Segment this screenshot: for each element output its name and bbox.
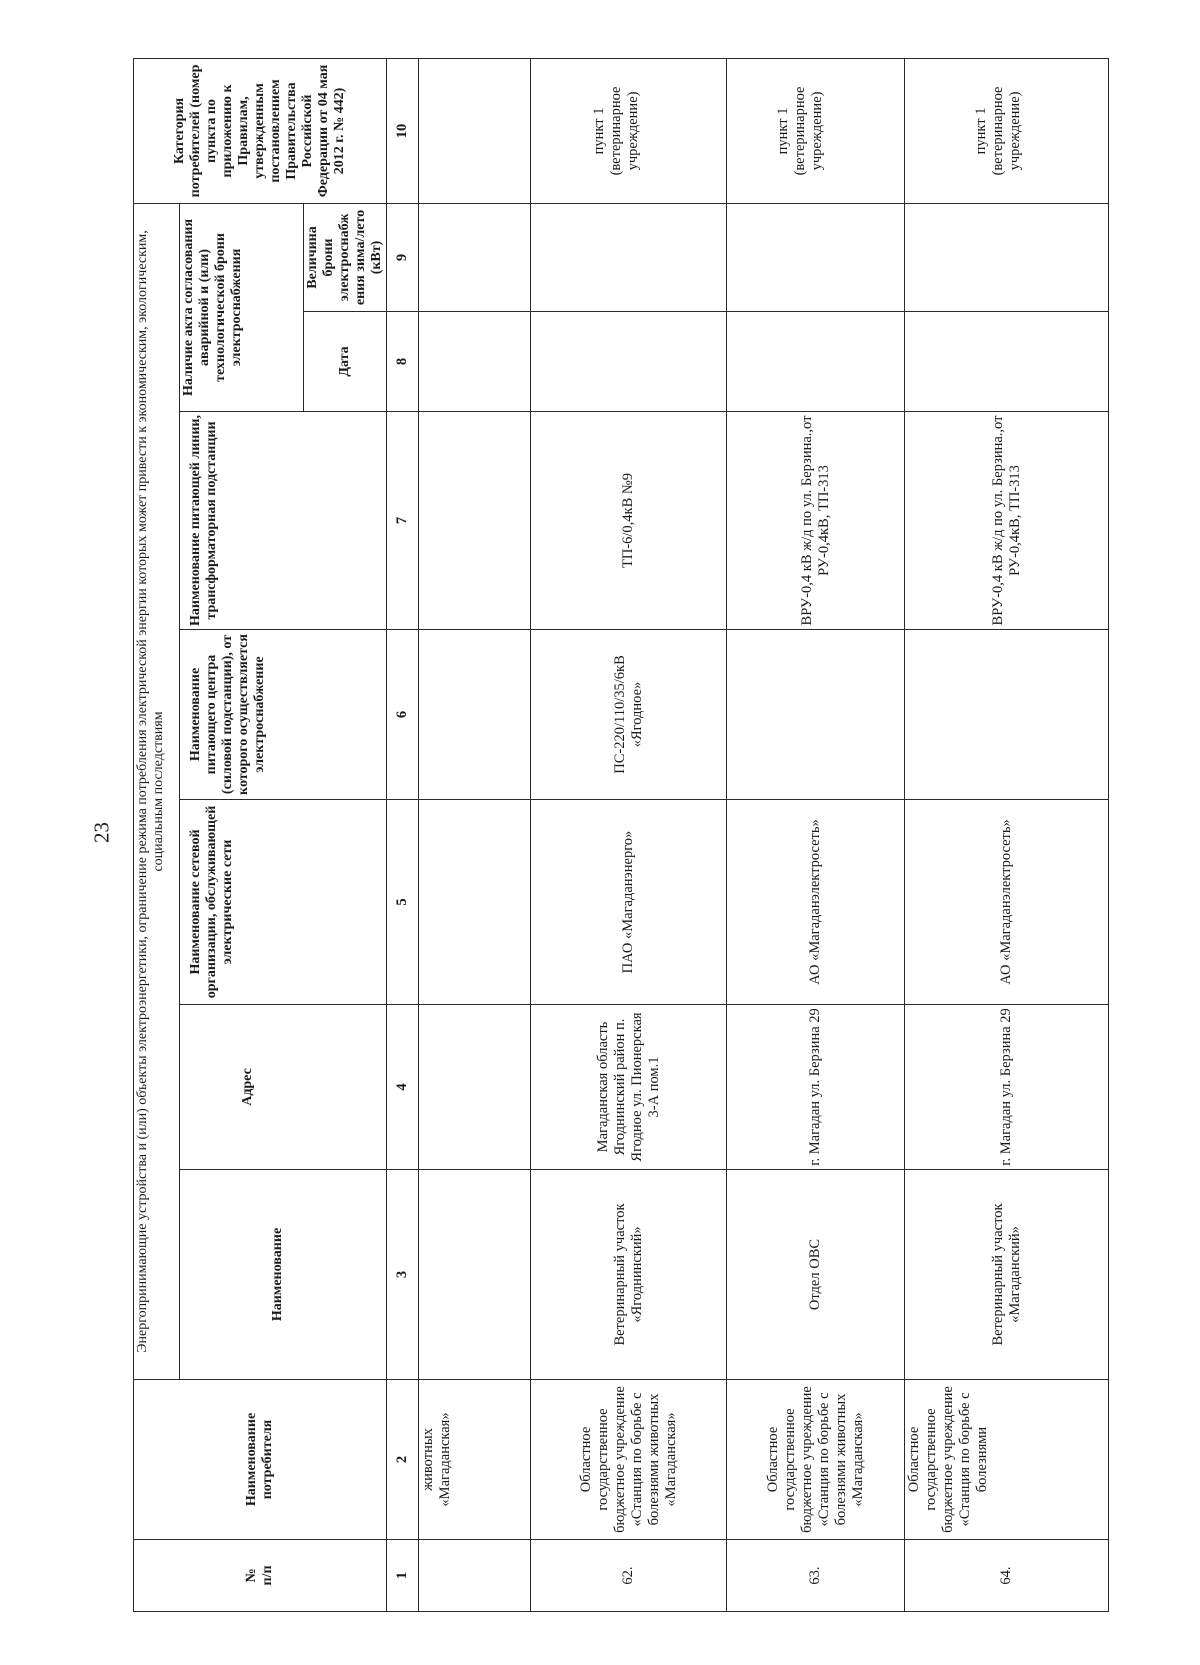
act-date <box>727 312 905 412</box>
object-address: Магаданская область Ягоднинский район п. Ягодное ул. Пионерская 3-А пом.1 <box>531 1005 727 1170</box>
column-number-row <box>387 58 419 1611</box>
row-number: 63. <box>727 1540 905 1612</box>
consumer-category: пункт 1 (ветеринарное учреждение) <box>727 58 905 203</box>
supply-line: ВРУ-0,4 кВ ж/д по ул. Берзина.,от РУ-0,4кВ, ТП-313 <box>727 412 905 630</box>
row-number: 64. <box>905 1540 1109 1612</box>
header-category: Категория потребителей (номер пункта по приложению к Правилам, утвержденным постановлением Правительства Российской Федерации от 04 мая 2012 г. № 442) <box>134 58 387 203</box>
header-row-1 <box>134 58 180 1611</box>
supply-center <box>727 630 905 800</box>
column-number: 1 <box>387 1540 419 1612</box>
supply-line: ТП-6/0,4кВ №9 <box>531 412 727 630</box>
column-number: 4 <box>387 1005 419 1170</box>
consumer-name: животных «Магаданская» <box>419 1380 531 1540</box>
column-number: 5 <box>387 800 419 1005</box>
network-organization: ПАО «Магаданэнерго» <box>531 800 727 1005</box>
header-group-equipment: Энергопринимающие устройства и (или) объекты электроэнергетики, ограничение режима потребления электрической энергии которых может привести к экономическим, экологическим, социальным последствиям <box>134 203 180 1379</box>
header-center: Наименование питающего центра (силовой подстанции), от которого осуществляется электроснабжение <box>180 630 387 800</box>
consumer-category <box>419 58 531 203</box>
header-address: Адрес <box>180 1005 387 1170</box>
network-organization: АО «Магаданэлектросеть» <box>905 800 1109 1005</box>
act-date <box>905 312 1109 412</box>
act-date <box>531 312 727 412</box>
header-network: Наименование сетевой организации, обслуживающей электрические сети <box>180 800 387 1005</box>
object-name: Ветеринарный участок «Магаданский» <box>905 1170 1109 1380</box>
header-number: № п/п <box>134 1540 387 1612</box>
header-line: Наименование питающей линии, трансформаторная подстанции <box>180 412 387 630</box>
object-name: Отдел ОВС <box>727 1170 905 1380</box>
column-number: 3 <box>387 1170 419 1380</box>
page-number: 23 <box>89 822 114 843</box>
reserve-value <box>905 203 1109 311</box>
act-date <box>419 312 531 412</box>
header-row-2 <box>180 58 304 1611</box>
column-number: 7 <box>387 412 419 630</box>
consumer-name: Областное государственное бюджетное учреждение «Станция по борьбе с болезнями животных «Магаданская» <box>727 1380 905 1540</box>
reserve-value <box>531 203 727 311</box>
consumer-category: пункт 1 (ветеринарное учреждение) <box>531 58 727 203</box>
header-date: Дата <box>304 312 387 412</box>
column-number: 8 <box>387 312 419 412</box>
supply-center <box>905 630 1109 800</box>
column-number: 10 <box>387 58 419 203</box>
header-name: Наименование <box>180 1170 387 1380</box>
supply-center: ПС-220/110/35/6кВ «Ягодное» <box>531 630 727 800</box>
reserve-value <box>419 203 531 311</box>
header-act-group: Наличие акта согласования аварийной и (или) технологической брони электроснабжения <box>180 203 304 411</box>
object-name: Ветеринарный участок «Ягоднинский» <box>531 1170 727 1380</box>
consumer-name: Областное государственное бюджетное учреждение «Станция по борьбе с болезнями <box>905 1380 1109 1540</box>
column-number: 9 <box>387 203 419 311</box>
object-name <box>419 1170 531 1380</box>
network-organization: АО «Магаданэлектросеть» <box>727 800 905 1005</box>
object-address: г. Магадан ул. Берзина 29 <box>727 1005 905 1170</box>
supply-line: ВРУ-0,4 кВ ж/д по ул. Берзина.,от РУ-0,4кВ, ТП-313 <box>905 412 1109 630</box>
column-number: 2 <box>387 1380 419 1540</box>
object-address: г. Магадан ул. Берзина 29 <box>905 1005 1109 1170</box>
supply-center <box>419 630 531 800</box>
row-number: 62. <box>531 1540 727 1612</box>
header-reserve: Величина брони электроснабж ения зима/лето (кВт) <box>304 203 387 311</box>
table-row <box>905 58 1109 1611</box>
table-row <box>419 58 531 1611</box>
header-consumer: Наименование потребителя <box>134 1380 387 1540</box>
consumer-name: Областное государственное бюджетное учреждение «Станция по борьбе с болезнями животных «Магаданская» <box>531 1380 727 1540</box>
reserve-value <box>727 203 905 311</box>
network-organization <box>419 800 531 1005</box>
column-number: 6 <box>387 630 419 800</box>
consumer-table-sheet <box>133 59 1081 1612</box>
consumer-table <box>133 58 1109 1612</box>
table-row <box>531 58 727 1611</box>
object-address <box>419 1005 531 1170</box>
supply-line <box>419 412 531 630</box>
table-row <box>727 58 905 1611</box>
consumer-category: пункт 1 (ветеринарное учреждение) <box>905 58 1109 203</box>
row-number <box>419 1540 531 1612</box>
